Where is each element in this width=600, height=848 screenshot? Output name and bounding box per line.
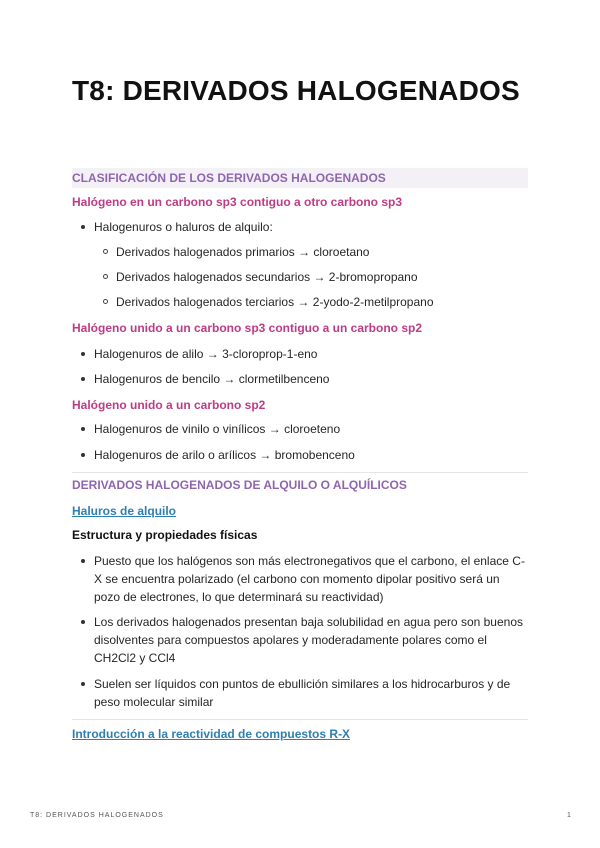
document-title: T8: DERIVADOS HALOGENADOS	[72, 75, 520, 106]
list-subitem: Derivados halogenados terciarios → 2-yodo-2-metilpropano	[116, 293, 528, 311]
page-number: 1	[567, 812, 572, 819]
footer-title: T8: DERIVADOS HALOGENADOS	[30, 812, 164, 819]
section-heading-clasificacion: CLASIFICACIÓN DE LOS DERIVADOS HALOGENADOS	[72, 168, 528, 188]
list-item: Halogenuros de bencilo → clormetilbenceno	[94, 370, 528, 388]
list-subitem: Derivados halogenados secundarios → 2-bromopropano	[116, 268, 528, 286]
link-introduccion-reactividad[interactable]: Introducción a la reactividad de compuestos R-X	[72, 727, 351, 741]
list-item: Halogenuros de vinilo o vinílicos → cloroeteno	[94, 420, 528, 438]
list-subitem: Derivados halogenados primarios → cloroetano	[116, 243, 528, 261]
group-heading-sp2: Halógeno unido a un carbono sp2	[72, 398, 266, 412]
list-item: Puesto que los halógenos son más electronegativos que el carbono, el enlace C-X se encuentra polarizado (el carbono con momento dipolar positivo será un pozo de electrones, lo que determinará su reactividad)	[94, 552, 528, 606]
group-heading-sp3-sp3: Halógeno en un carbono sp3 contiguo a otro carbono sp3	[72, 195, 403, 209]
list-item: Halogenuros de arilo o arílicos → bromobenceno	[94, 446, 528, 464]
divider	[72, 719, 528, 720]
list-item: Suelen ser líquidos con puntos de ebullición similares a los hidrocarburos y de peso molecular similar	[94, 675, 528, 711]
link-haluros-de-alquilo[interactable]: Haluros de alquilo	[72, 504, 177, 518]
section-heading-alquilo: DERIVADOS HALOGENADOS DE ALQUILO O ALQUÍLICOS	[72, 472, 528, 494]
list-item: Halogenuros o haluros de alquilo:	[94, 218, 528, 236]
subheading-estructura: Estructura y propiedades físicas	[72, 528, 258, 542]
list-item: Los derivados halogenados presentan baja solubilidad en agua pero son buenos disolventes para compuestos apolares y moderadamente polares como el CH2Cl2 y CCl4	[94, 613, 528, 667]
list-item: Halogenuros de alilo → 3-cloroprop-1-eno	[94, 345, 528, 363]
group-heading-sp3-sp2: Halógeno unido a un carbono sp3 contiguo a un carbono sp2	[72, 321, 423, 335]
